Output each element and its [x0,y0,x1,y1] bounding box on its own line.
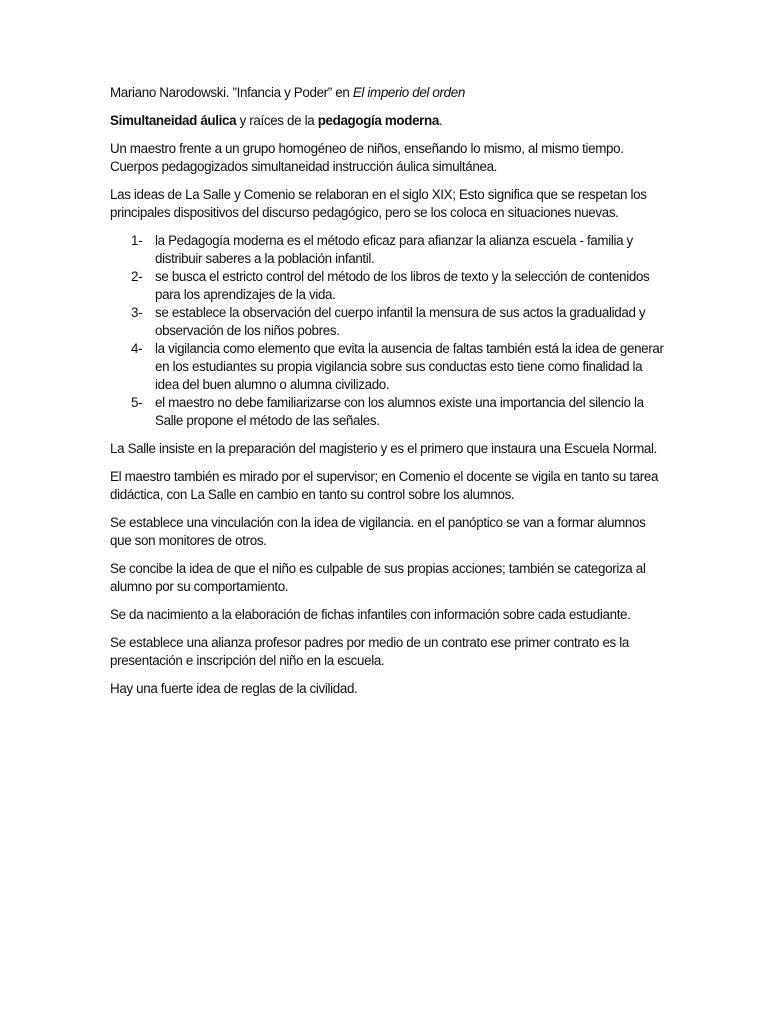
book-title: El imperio del orden [352,85,465,100]
heading-bold-2: pedagogía moderna [317,113,439,128]
paragraph-body: La Salle insiste en la preparación del magisterio y es el primero que instaura una Escuela Normal. [110,441,658,456]
list-item-number: 4- [131,341,143,356]
paragraph-intro-2: Las ideas de La Salle y Comenio se relaboran en el siglo XIX; Esto significa que se respetan los principales dispositivos del discurso pedagógico, pero se los coloca en situaciones nuevas. [110,187,647,220]
heading-bold-1: Simultaneidad áulica [110,113,237,128]
section-heading [110,112,668,130]
list-item [110,232,668,268]
heading-plain-2: . [438,113,443,128]
paragraph-intro-1: Un maestro frente a un grupo homogéneo de niños, enseñando lo mismo, al mismo tiempo. Cuerpos pedagogizados simultaneidad instrucción áulica simultánea. [110,141,624,174]
paragraph-body: El maestro también es mirado por el supervisor; en Comenio el docente se vigila en tanto su tarea didáctica, con La Salle en cambio en tanto su control sobre los alumnos. [110,469,659,502]
heading-plain-1: y raíces de la [236,113,318,128]
paragraph-body: Se concibe la idea de que el niño es culpable de sus propias acciones; también se categoriza al alumno por su comportamiento. [110,561,646,594]
list-item-text: se busca el estricto control del método de los libros de texto y la selección de contenidos para los aprendizajes de la vida. [155,269,650,302]
list-item [110,304,668,340]
list-item-number: 2- [131,269,143,284]
list-item-number: 5- [131,395,143,410]
list-item-number: 1- [131,233,143,248]
list-item-number: 3- [131,305,143,320]
paragraph-body: Se da nacimiento a la elaboración de fichas infantiles con información sobre cada estudiante. [110,607,631,622]
author-and-chapter: Mariano Narodowski. ”Infancia y Poder” en [110,85,353,100]
list-item [110,268,668,304]
paragraph-body: Se establece una vinculación con la idea de vigilancia. en el panóptico se van a formar alumnos que son monitores de otros. [110,515,646,548]
list-item [110,394,668,430]
list-item-text: la vigilancia como elemento que evita la ausencia de faltas también está la idea de generar en los estudiantes su propia vigilancia sobre sus conductas esto tiene como finalidad la idea del buen alumno o alumna civilizado. [155,341,664,392]
list-item-text: la Pedagogía moderna es el método eficaz para afianzar la alianza escuela - familia y distribuir saberes a la población infantil. [155,233,633,266]
list-item-text: el maestro no debe familiarizarse con los alumnos existe una importancia del silencio la Salle propone el método de las señales. [155,395,644,428]
document-header [110,84,668,102]
list-item-text: se establece la observación del cuerpo infantil la mensura de sus actos la gradualidad y observación de los niños pobres. [155,305,646,338]
numbered-list [110,232,668,430]
list-item [110,340,668,394]
paragraph-body: Hay una fuerte idea de reglas de la civilidad. [110,681,358,696]
paragraph-body: Se establece una alianza profesor padres por medio de un contrato ese primer contrato es la presentación e inscripción del niño en la escuela. [110,635,629,668]
